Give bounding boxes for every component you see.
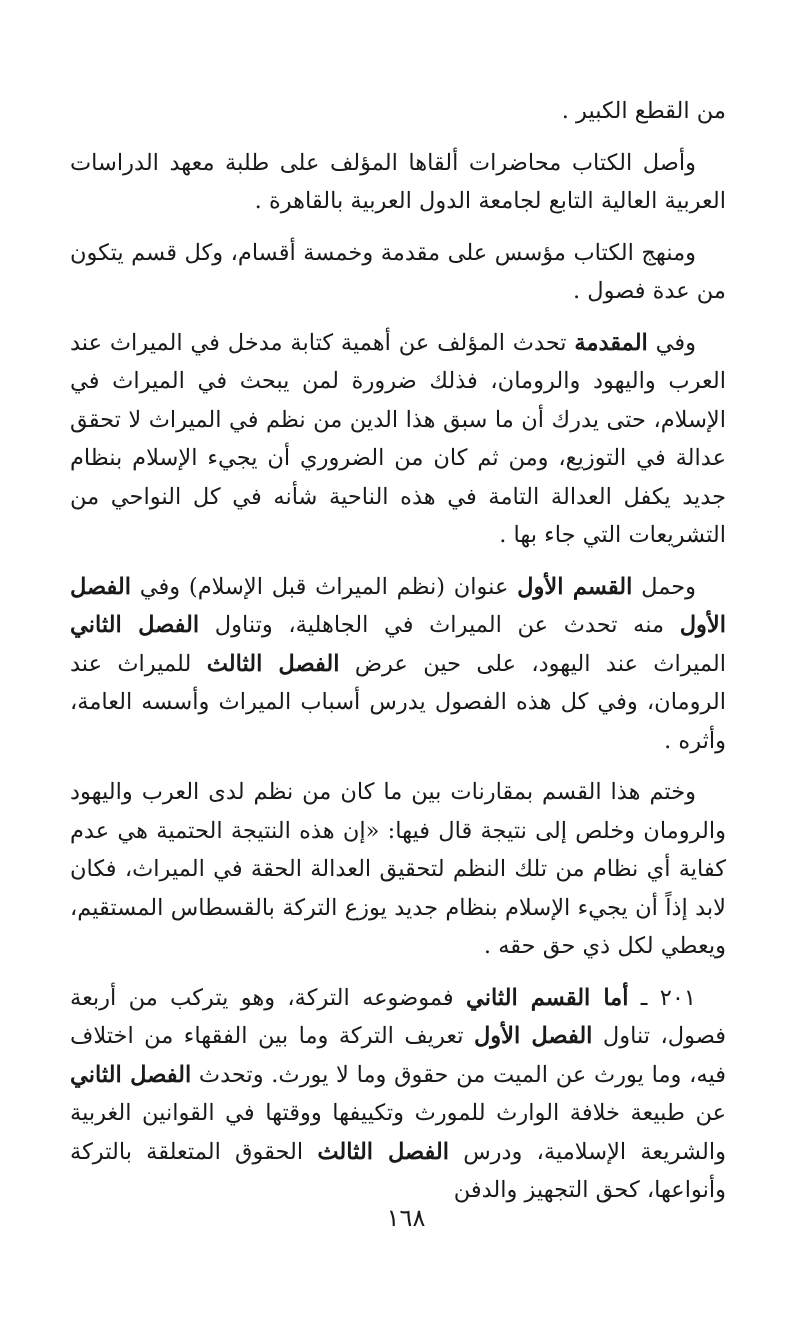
paragraph-text: عن طبيعة خلافة الوارث للمورث وتكييفها ووقتها في القوانين الغربية والشريعة الإسلامية، ودرس — [70, 1100, 727, 1165]
paragraph-text: تعريف التركة وما بين الفقهاء من اختلاف فيه، وما يورث عن الميت من حقوق وما لا يورث. وتحدث — [70, 1023, 726, 1088]
paragraph — [70, 324, 726, 555]
paragraph — [70, 92, 726, 131]
bold-heading-text: أما القسم الثاني — [466, 984, 629, 1011]
paragraph — [70, 568, 726, 761]
bold-heading-text: الفصل الأول — [473, 1023, 593, 1049]
paragraph-text: وأصل الكتاب محاضرات ألقاها المؤلف على طلبة معهد الدراسات العربية العالية التابع لجامعة الدول العربية بالقاهرة . — [70, 149, 726, 214]
bold-heading-text: القسم الأول — [517, 573, 633, 600]
bold-heading-text: الفصل الثالث — [317, 1138, 449, 1165]
paragraph-text: وحمل — [632, 573, 696, 600]
paragraph-text: الميراث عند اليهود، على حين عرض — [339, 650, 727, 677]
paragraph-text: تحدث المؤلف عن أهمية كتابة مدخل في الميراث عند العرب واليهود والرومان، فذلك ضرورة لمن يبحث في الميراث في الإسلام، حتى يدرك أن ما سبق هذا الدين من نظم في الميراث لا تحقق عدالة في التوزيع، ومن ثم كان من الضروري أن يجيء الإسلام بنظام جديد يكفل العدالة التامة في هذه الناحية شأنه في كل النواحي من التشريعات التي جاء بها . — [70, 329, 726, 548]
paragraph-text: فموضوعه التركة، وهو يتركب من أربعة فصول، تناول — [70, 984, 726, 1049]
paragraph-text: الحقوق المتعلقة بالتركة وأنواعها، كحق التجهيز والدفن — [70, 1138, 726, 1203]
paragraph — [70, 773, 726, 966]
bold-heading-text: الفصل الثاني — [70, 612, 200, 638]
paragraph-text: ٢٠١ ـ — [628, 984, 696, 1011]
bold-heading-text: الفصل الأول — [70, 573, 726, 638]
paragraph — [70, 979, 726, 1210]
paragraph-text: ومنهج الكتاب مؤسس على مقدمة وخمسة أقسام، وكل قسم يتكون من عدة فصول . — [70, 239, 726, 304]
bold-heading-text: الفصل الثاني — [70, 1061, 192, 1088]
paragraph-text: عنوان (نظم الميراث قبل الإسلام) وفي — [131, 573, 518, 600]
paragraph-text: وختم هذا القسم بمقارنات بين ما كان من نظم لدى العرب واليهود والرومان وخلص إلى نتيجة قال فيها: «إن هذه النتيجة الحتمية هي عدم كفاية أي نظام من تلك النظم لتحقيق العدالة الحقة في الميراث، فكان لابد إذاً أن يجيء الإسلام بنظام جديد يوزع التركة بالقسطاس المستقيم، ويعطي لكل ذي حق حقه . — [70, 779, 726, 959]
paragraph-text: من القطع الكبير . — [561, 98, 726, 124]
paragraph-text: وفي — [647, 329, 696, 356]
bold-heading-text: المقدمة — [574, 329, 648, 356]
page-number: ١٦٨ — [386, 1204, 426, 1232]
paragraph-text: للميراث عند الرومان، وفي كل هذه الفصول يدرس أسباب الميراث وأسسه العامة، وأثره . — [70, 650, 726, 754]
paragraph — [70, 234, 726, 311]
paragraph — [70, 144, 726, 221]
bold-heading-text: الفصل الثالث — [206, 650, 340, 677]
paragraph-text: منه تحدث عن الميراث في الجاهلية، وتناول — [199, 612, 680, 638]
body-text — [70, 92, 726, 1210]
